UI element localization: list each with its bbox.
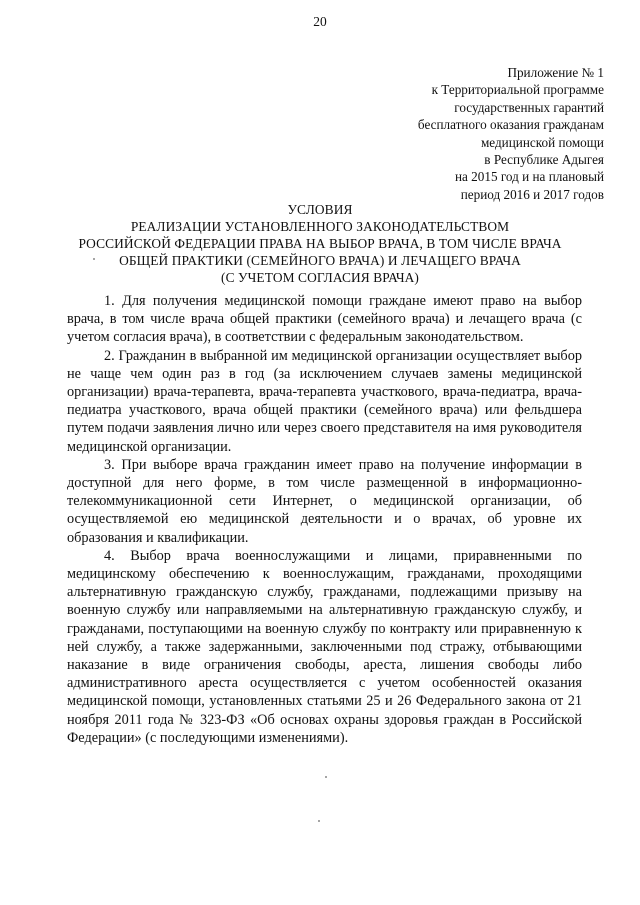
title-line: ОБЩЕЙ ПРАКТИКИ (СЕМЕЙНОГО ВРАЧА) И ЛЕЧАЩЕГО ВРАЧА (119, 253, 521, 268)
appendix-line: государственных гарантий (454, 99, 604, 115)
appendix-line: в Республике Адыгея (484, 152, 604, 168)
page-number: 20 (313, 14, 327, 29)
paragraph-4: 4. Выбор врача военнослужащими и лицами, приравненными по медицинскому обеспечению к военнослужащим, гражданами, проходящими альтернативную гражданскую службу, гражданами, подлежащими призыву на военную службу или направляемыми на альтернативную гражданскую службу, и гражданами, поступающими на военную службу по контракту или приравненную к ней службу, а также задержанными, заключенными под стражу, отбывающими наказание в виде ограничения свободы, ареста, лишения свободы либо административного ареста осуществляется с учетом особенностей оказания медицинской помощи, установленных статьями 25 и 26 Федерального закона от 21 ноября 2011 года № 323-ФЗ «Об основах охраны здоровья граждан в Российской Федерации» (с последующими изменениями). (67, 547, 582, 746)
scan-speck (318, 820, 320, 822)
title-line: (С УЧЕТОМ СОГЛАСИЯ ВРАЧА) (221, 270, 419, 285)
appendix-block (304, 64, 604, 203)
title-line: РОССИЙСКОЙ ФЕДЕРАЦИИ ПРАВА НА ВЫБОР ВРАЧА, В ТОМ ЧИСЛЕ ВРАЧА (78, 236, 562, 251)
paragraph-3: 3. При выборе врача гражданин имеет право на получение информации в доступной для него форме, в том числе размещенной в информационно-телекоммуникационной сети Интернет, о медицинской организации, об осуществляемой ею медицинской деятельности и о врачах, об уровне их образования и квалификации. (67, 456, 582, 546)
appendix-line: период 2016 и 2017 годов (460, 186, 604, 202)
appendix-line: к Территориальной программе (431, 82, 604, 98)
appendix-line: бесплатного оказания гражданам (417, 117, 604, 133)
scan-speck (93, 258, 95, 260)
document-body (67, 292, 582, 747)
appendix-line: на 2015 год и на плановый (454, 169, 604, 185)
paragraph-2: 2. Гражданин в выбранной им медицинской организации осуществляет выбор не чаще чем один раз в год (за исключением случаев замены медицинской организации) врача-терапевта, врача-терапевта участкового, врача-педиатра, врача-педиатра участкового, врача общей практики (семейного врача) или фельдшера путем подачи заявления лично или через своего представителя на имя руководителя медицинской организации. (67, 347, 582, 455)
appendix-line: медицинской помощи (480, 134, 604, 150)
paragraph-1: 1. Для получения медицинской помощи граждане имеют право на выбор врача, в том числе врача общей практики (семейного врача) и лечащего врача (с учетом согласия врача), в соответствии с федеральным законодательством. (67, 293, 582, 346)
scan-speck (325, 776, 327, 778)
appendix-line: Приложение № 1 (507, 65, 604, 80)
title-line: УСЛОВИЯ (287, 202, 353, 217)
title-line: РЕАЛИЗАЦИИ УСТАНОВЛЕННОГО ЗАКОНОДАТЕЛЬСТВОМ (130, 219, 510, 234)
document-title (60, 201, 580, 286)
